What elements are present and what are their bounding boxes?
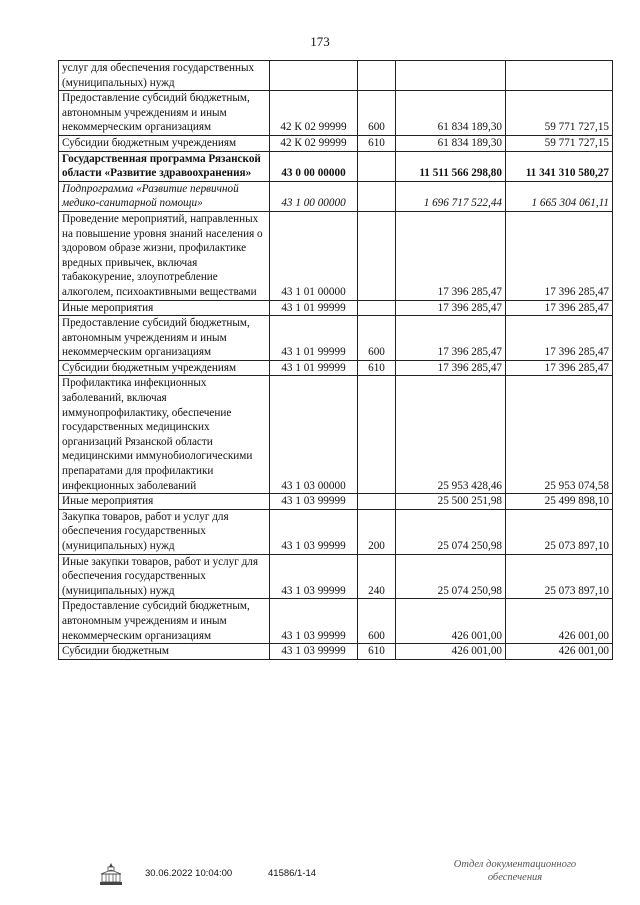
table-row (59, 181, 613, 211)
row-sum-2023-cell: 1 665 304 061,11 (506, 181, 613, 211)
table-row (59, 644, 613, 660)
table-row (59, 135, 613, 151)
row-sum-2022-cell: 11 511 566 298,80 (396, 151, 506, 181)
row-kind-cell: 610 (358, 135, 396, 151)
row-kind-cell (358, 181, 396, 211)
row-code-cell: 42 К 02 99999 (270, 135, 358, 151)
row-sum-2022-cell: 1 696 717 522,44 (396, 181, 506, 211)
table-row (59, 316, 613, 361)
department-stamp: Отдел документационного обеспечения (453, 859, 577, 883)
row-code-cell: 43 1 01 99999 (270, 316, 358, 361)
row-name-cell: Субсидии бюджетным учреждениям (59, 135, 270, 151)
table-row (59, 494, 613, 510)
row-code-cell: 43 1 01 99999 (270, 300, 358, 316)
row-kind-cell: 240 (358, 554, 396, 599)
row-sum-2023-cell: 25 499 898,10 (506, 494, 613, 510)
table-row (59, 211, 613, 300)
row-sum-2023-cell: 11 341 310 580,27 (506, 151, 613, 181)
row-name-cell: Иные мероприятия (59, 494, 270, 510)
row-kind-cell: 200 (358, 509, 396, 554)
row-code-cell (270, 61, 358, 91)
row-sum-2023-cell: 25 073 897,10 (506, 554, 613, 599)
row-kind-cell (358, 376, 396, 494)
row-sum-2023-cell: 17 396 285,47 (506, 360, 613, 376)
row-sum-2022-cell: 25 500 251,98 (396, 494, 506, 510)
table-row (59, 360, 613, 376)
row-sum-2023-cell: 59 771 727,15 (506, 91, 613, 136)
row-sum-2022-cell: 426 001,00 (396, 644, 506, 660)
building-emblem-icon (98, 862, 124, 886)
row-code-cell: 43 1 03 99999 (270, 554, 358, 599)
row-name-cell: Профилактика инфекционных заболеваний, включая иммунопрофилактику, обеспечение государственных медицинских организаций Рязанской области медицинскими иммунобиологическими препаратами для профилактики инфекционных заболеваний (59, 376, 270, 494)
row-code-cell: 43 1 03 00000 (270, 376, 358, 494)
row-sum-2022-cell: 25 953 428,46 (396, 376, 506, 494)
row-sum-2023-cell (506, 61, 613, 91)
row-name-cell: Субсидии бюджетным учреждениям (59, 360, 270, 376)
footer (0, 859, 640, 892)
row-code-cell: 43 1 03 99999 (270, 494, 358, 510)
row-name-cell: Предоставление субсидий бюджетным, автономным учреждениям и иным некоммерческим организациям (59, 599, 270, 644)
row-name-cell: Закупка товаров, работ и услуг для обеспечения государственных (муниципальных) нужд (59, 509, 270, 554)
row-code-cell: 43 1 03 99999 (270, 599, 358, 644)
table-row (59, 376, 613, 494)
row-sum-2022-cell: 25 074 250,98 (396, 509, 506, 554)
row-code-cell: 43 0 00 00000 (270, 151, 358, 181)
row-name-cell: Иные мероприятия (59, 300, 270, 316)
budget-table (58, 60, 613, 660)
row-sum-2023-cell: 59 771 727,15 (506, 135, 613, 151)
row-name-cell: Предоставление субсидий бюджетным, автономным учреждениям и иным некоммерческим организациям (59, 91, 270, 136)
row-code-cell: 43 1 01 99999 (270, 360, 358, 376)
row-kind-cell (358, 300, 396, 316)
row-sum-2022-cell: 61 834 189,30 (396, 135, 506, 151)
table-row (59, 151, 613, 181)
row-name-cell: услуг для обеспечения государственных (муниципальных) нужд (59, 61, 270, 91)
row-sum-2023-cell: 17 396 285,47 (506, 316, 613, 361)
row-sum-2022-cell: 17 396 285,47 (396, 316, 506, 361)
row-name-cell: Субсидии бюджетным (59, 644, 270, 660)
row-sum-2022-cell (396, 61, 506, 91)
row-sum-2022-cell: 17 396 285,47 (396, 211, 506, 300)
row-kind-cell (358, 151, 396, 181)
row-sum-2022-cell: 25 074 250,98 (396, 554, 506, 599)
row-kind-cell: 610 (358, 360, 396, 376)
row-code-cell: 43 1 01 00000 (270, 211, 358, 300)
budget-table-body (59, 61, 613, 660)
row-kind-cell (358, 61, 396, 91)
row-sum-2023-cell: 17 396 285,47 (506, 211, 613, 300)
row-name-cell: Иные закупки товаров, работ и услуг для обеспечения государственных (муниципальных) нужд (59, 554, 270, 599)
row-code-cell: 42 К 02 99999 (270, 91, 358, 136)
table-row (59, 61, 613, 91)
table-row (59, 91, 613, 136)
row-sum-2022-cell: 17 396 285,47 (396, 360, 506, 376)
row-kind-cell: 610 (358, 644, 396, 660)
row-sum-2023-cell: 25 073 897,10 (506, 509, 613, 554)
table-row (59, 599, 613, 644)
row-kind-cell: 600 (358, 599, 396, 644)
row-name-cell: Подпрограмма «Развитие первичной медико-санитарной помощи» (59, 181, 270, 211)
row-name-cell: Предоставление субсидий бюджетным, автономным учреждениям и иным некоммерческим организациям (59, 316, 270, 361)
row-code-cell: 43 1 03 99999 (270, 644, 358, 660)
row-sum-2022-cell: 17 396 285,47 (396, 300, 506, 316)
row-code-cell: 43 1 03 99999 (270, 509, 358, 554)
row-kind-cell (358, 211, 396, 300)
row-kind-cell: 600 (358, 316, 396, 361)
row-sum-2022-cell: 426 001,00 (396, 599, 506, 644)
row-name-cell: Проведение мероприятий, направленных на повышение уровня знаний населения о здоровом образе жизни, профилактике вредных привычек, включая табакокурение, злоупотребление алкоголем, психоактивными веществами (59, 211, 270, 300)
row-sum-2023-cell: 426 001,00 (506, 644, 613, 660)
row-name-cell: Государственная программа Рязанской области «Развитие здравоохранения» (59, 151, 270, 181)
table-row (59, 509, 613, 554)
row-sum-2023-cell: 17 396 285,47 (506, 300, 613, 316)
row-kind-cell (358, 494, 396, 510)
table-row (59, 300, 613, 316)
table-row (59, 554, 613, 599)
page-number: 173 (310, 34, 330, 49)
footer-datetime: 30.06.2022 10:04:00 (145, 868, 233, 879)
footer-reg-number: 41586/1-14 (268, 868, 317, 879)
row-sum-2022-cell: 61 834 189,30 (396, 91, 506, 136)
row-sum-2023-cell: 25 953 074,58 (506, 376, 613, 494)
row-sum-2023-cell: 426 001,00 (506, 599, 613, 644)
row-code-cell: 43 1 00 00000 (270, 181, 358, 211)
row-kind-cell: 600 (358, 91, 396, 136)
